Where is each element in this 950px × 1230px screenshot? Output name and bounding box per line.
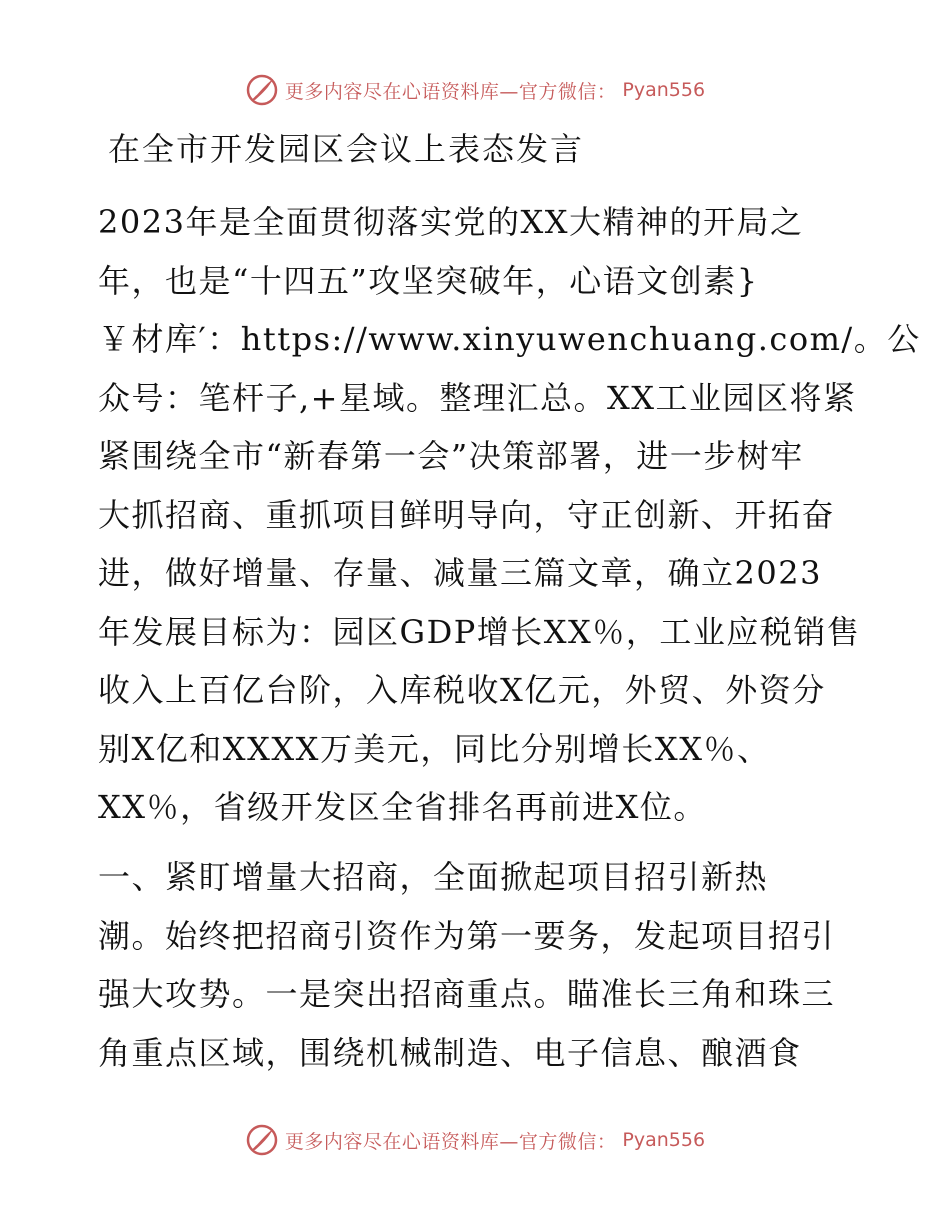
footer-watermark [0,1120,950,1160]
quill-pen-logo-icon [245,1123,279,1157]
paragraph-line: 收入上百亿台阶，入库税收X亿元，外贸、外资分 [98,671,826,709]
paragraph-line: 大抓招商、重抓项目鲜明导向，守正创新、开拓奋 [98,495,836,534]
paragraph-line: XX％，省级开发区全省排名再前进X位。 [98,788,707,826]
paragraph-line: 潮。始终把招商引资作为第一要务，发起项目招引 [98,916,836,955]
paragraph-line: 进，做好增量、存量、减量三篇文章，确立2023 [98,554,822,592]
paragraph-line: 一、紧盯增量大招商，全面掀起项目招引新热 [98,858,769,896]
paragraph-line: 别X亿和XXXX万美元，同比分别增长XX％、 [98,729,771,768]
watermark-text: 更多内容尽在心语资料库—官方微信： [284,1130,617,1153]
document-title: 在全市开发园区会议上表态发言 [108,130,585,168]
watermark-wechat-id: Pyan556 [622,79,706,101]
paragraph-line: 强大攻势。一是突出招商重点。瞄准长三角和珠三 [98,975,836,1013]
paragraph-line: 众号：笔杆子,+星域。整理汇总。XX工业园区将紧 [98,378,857,417]
paragraph-line: ￥材库′：https://www.xinyuwenchuang.com/。公 [98,320,921,358]
section-one-paragraph [98,848,858,1082]
paragraph-line: 角重点区域，围绕机械制造、电子信息、酿酒食 [98,1033,802,1072]
paragraph-line: 年，也是“十四五”攻坚突破年，心语文创素} [98,261,759,300]
paragraph-line: 2023年是全面贯彻落实党的XX大精神的开局之 [98,203,804,241]
paragraph-line: 紧围绕全市“新春第一会”决策部署，进一步树牢 [98,437,804,475]
watermark-wechat-id: Pyan556 [622,1129,706,1151]
intro-paragraph [98,193,921,837]
watermark-text: 更多内容尽在心语资料库—官方微信： [284,80,617,103]
quill-pen-logo-icon [245,73,279,107]
header-watermark [0,70,950,110]
paragraph-line: 年发展目标为：园区GDP增长XX％，工业应税销售 [98,612,861,651]
